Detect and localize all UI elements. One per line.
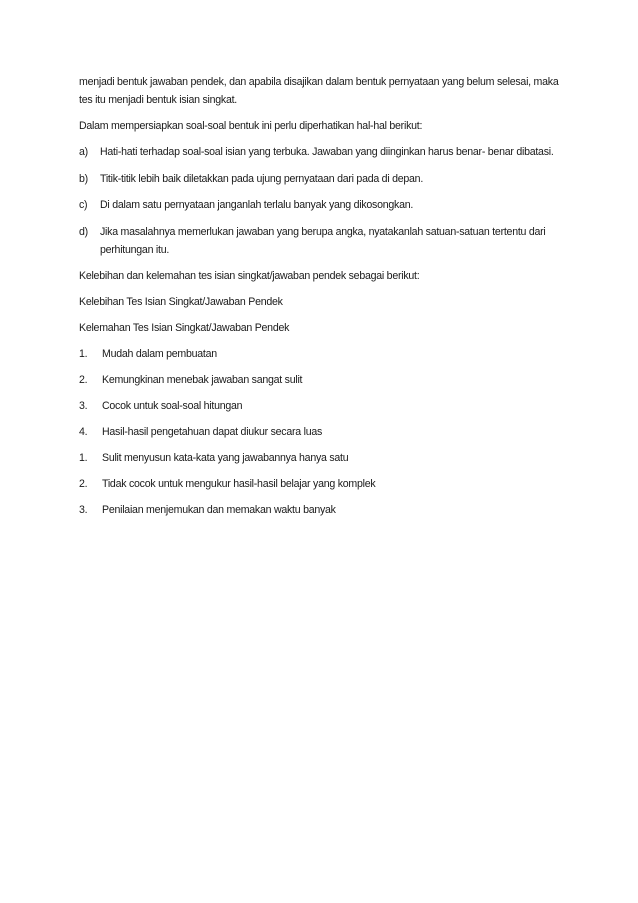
weakness-item-3 bbox=[79, 501, 569, 519]
item-marker: 1. bbox=[79, 452, 88, 464]
item-text: Mudah dalam pembuatan bbox=[102, 348, 217, 360]
strength-item-4 bbox=[79, 423, 569, 441]
intro-paragraph: menjadi bentuk jawaban pendek, dan apabila disajikan dalam bentuk pernyataan yang belum selesai, maka tes itu menjadi bentuk isian singkat. bbox=[79, 76, 559, 106]
strengths-weaknesses-intro: Kelebihan dan kelemahan tes isian singkat/jawaban pendek sebagai berikut: bbox=[79, 270, 420, 282]
item-marker: b) bbox=[79, 172, 88, 185]
lettered-item-a bbox=[79, 143, 569, 161]
item-marker: d) bbox=[79, 225, 88, 238]
weaknesses-heading: Kelemahan Tes Isian Singkat/Jawaban Pendek bbox=[79, 322, 290, 334]
item-text: Tidak cocok untuk mengukur hasil-hasil belajar yang komplek bbox=[102, 478, 376, 490]
document-body bbox=[79, 73, 569, 527]
item-marker: 4. bbox=[79, 426, 88, 438]
strengths-heading: Kelebihan Tes Isian Singkat/Jawaban Pendek bbox=[79, 296, 283, 308]
strength-item-2 bbox=[79, 371, 569, 389]
item-marker: 2. bbox=[79, 478, 88, 490]
lettered-item-c bbox=[79, 196, 569, 214]
item-marker: 2. bbox=[79, 374, 88, 386]
weakness-item-2 bbox=[79, 475, 569, 493]
item-text: Di dalam satu pernyataan janganlah terlalu banyak yang dikosongkan. bbox=[100, 199, 414, 211]
item-text: Kemungkinan menebak jawaban sangat sulit bbox=[102, 374, 303, 386]
lettered-item-d bbox=[79, 223, 569, 259]
item-marker: c) bbox=[79, 199, 88, 211]
item-marker: 1. bbox=[79, 348, 88, 360]
strength-item-1 bbox=[79, 345, 569, 363]
item-text: Cocok untuk soal-soal hitungan bbox=[102, 400, 243, 412]
item-marker: 3. bbox=[79, 504, 88, 516]
item-text: Penilaian menjemukan dan memakan waktu banyak bbox=[102, 504, 336, 516]
item-text: Titik-titik lebih baik diletakkan pada ujung pernyataan dari pada di depan. bbox=[100, 172, 424, 185]
item-text: Hasil-hasil pengetahuan dapat diukur secara luas bbox=[102, 426, 323, 438]
weakness-item-1 bbox=[79, 449, 569, 467]
item-text: Hati-hati terhadap soal-soal isian yang terbuka. Jawaban yang diinginkan harus benar- benar dibatasi. bbox=[100, 146, 554, 158]
strength-item-3 bbox=[79, 397, 569, 415]
lettered-item-b bbox=[79, 170, 569, 188]
item-marker: 3. bbox=[79, 400, 88, 412]
preparation-heading: Dalam mempersiapkan soal-soal bentuk ini perlu diperhatikan hal-hal berikut: bbox=[79, 120, 423, 132]
item-text: Jika masalahnya memerlukan jawaban yang berupa angka, nyatakanlah satuan-satuan tertentu dari perhitungan itu. bbox=[100, 225, 546, 256]
item-text: Sulit menyusun kata-kata yang jawabannya hanya satu bbox=[102, 452, 349, 464]
item-marker: a) bbox=[79, 146, 88, 158]
